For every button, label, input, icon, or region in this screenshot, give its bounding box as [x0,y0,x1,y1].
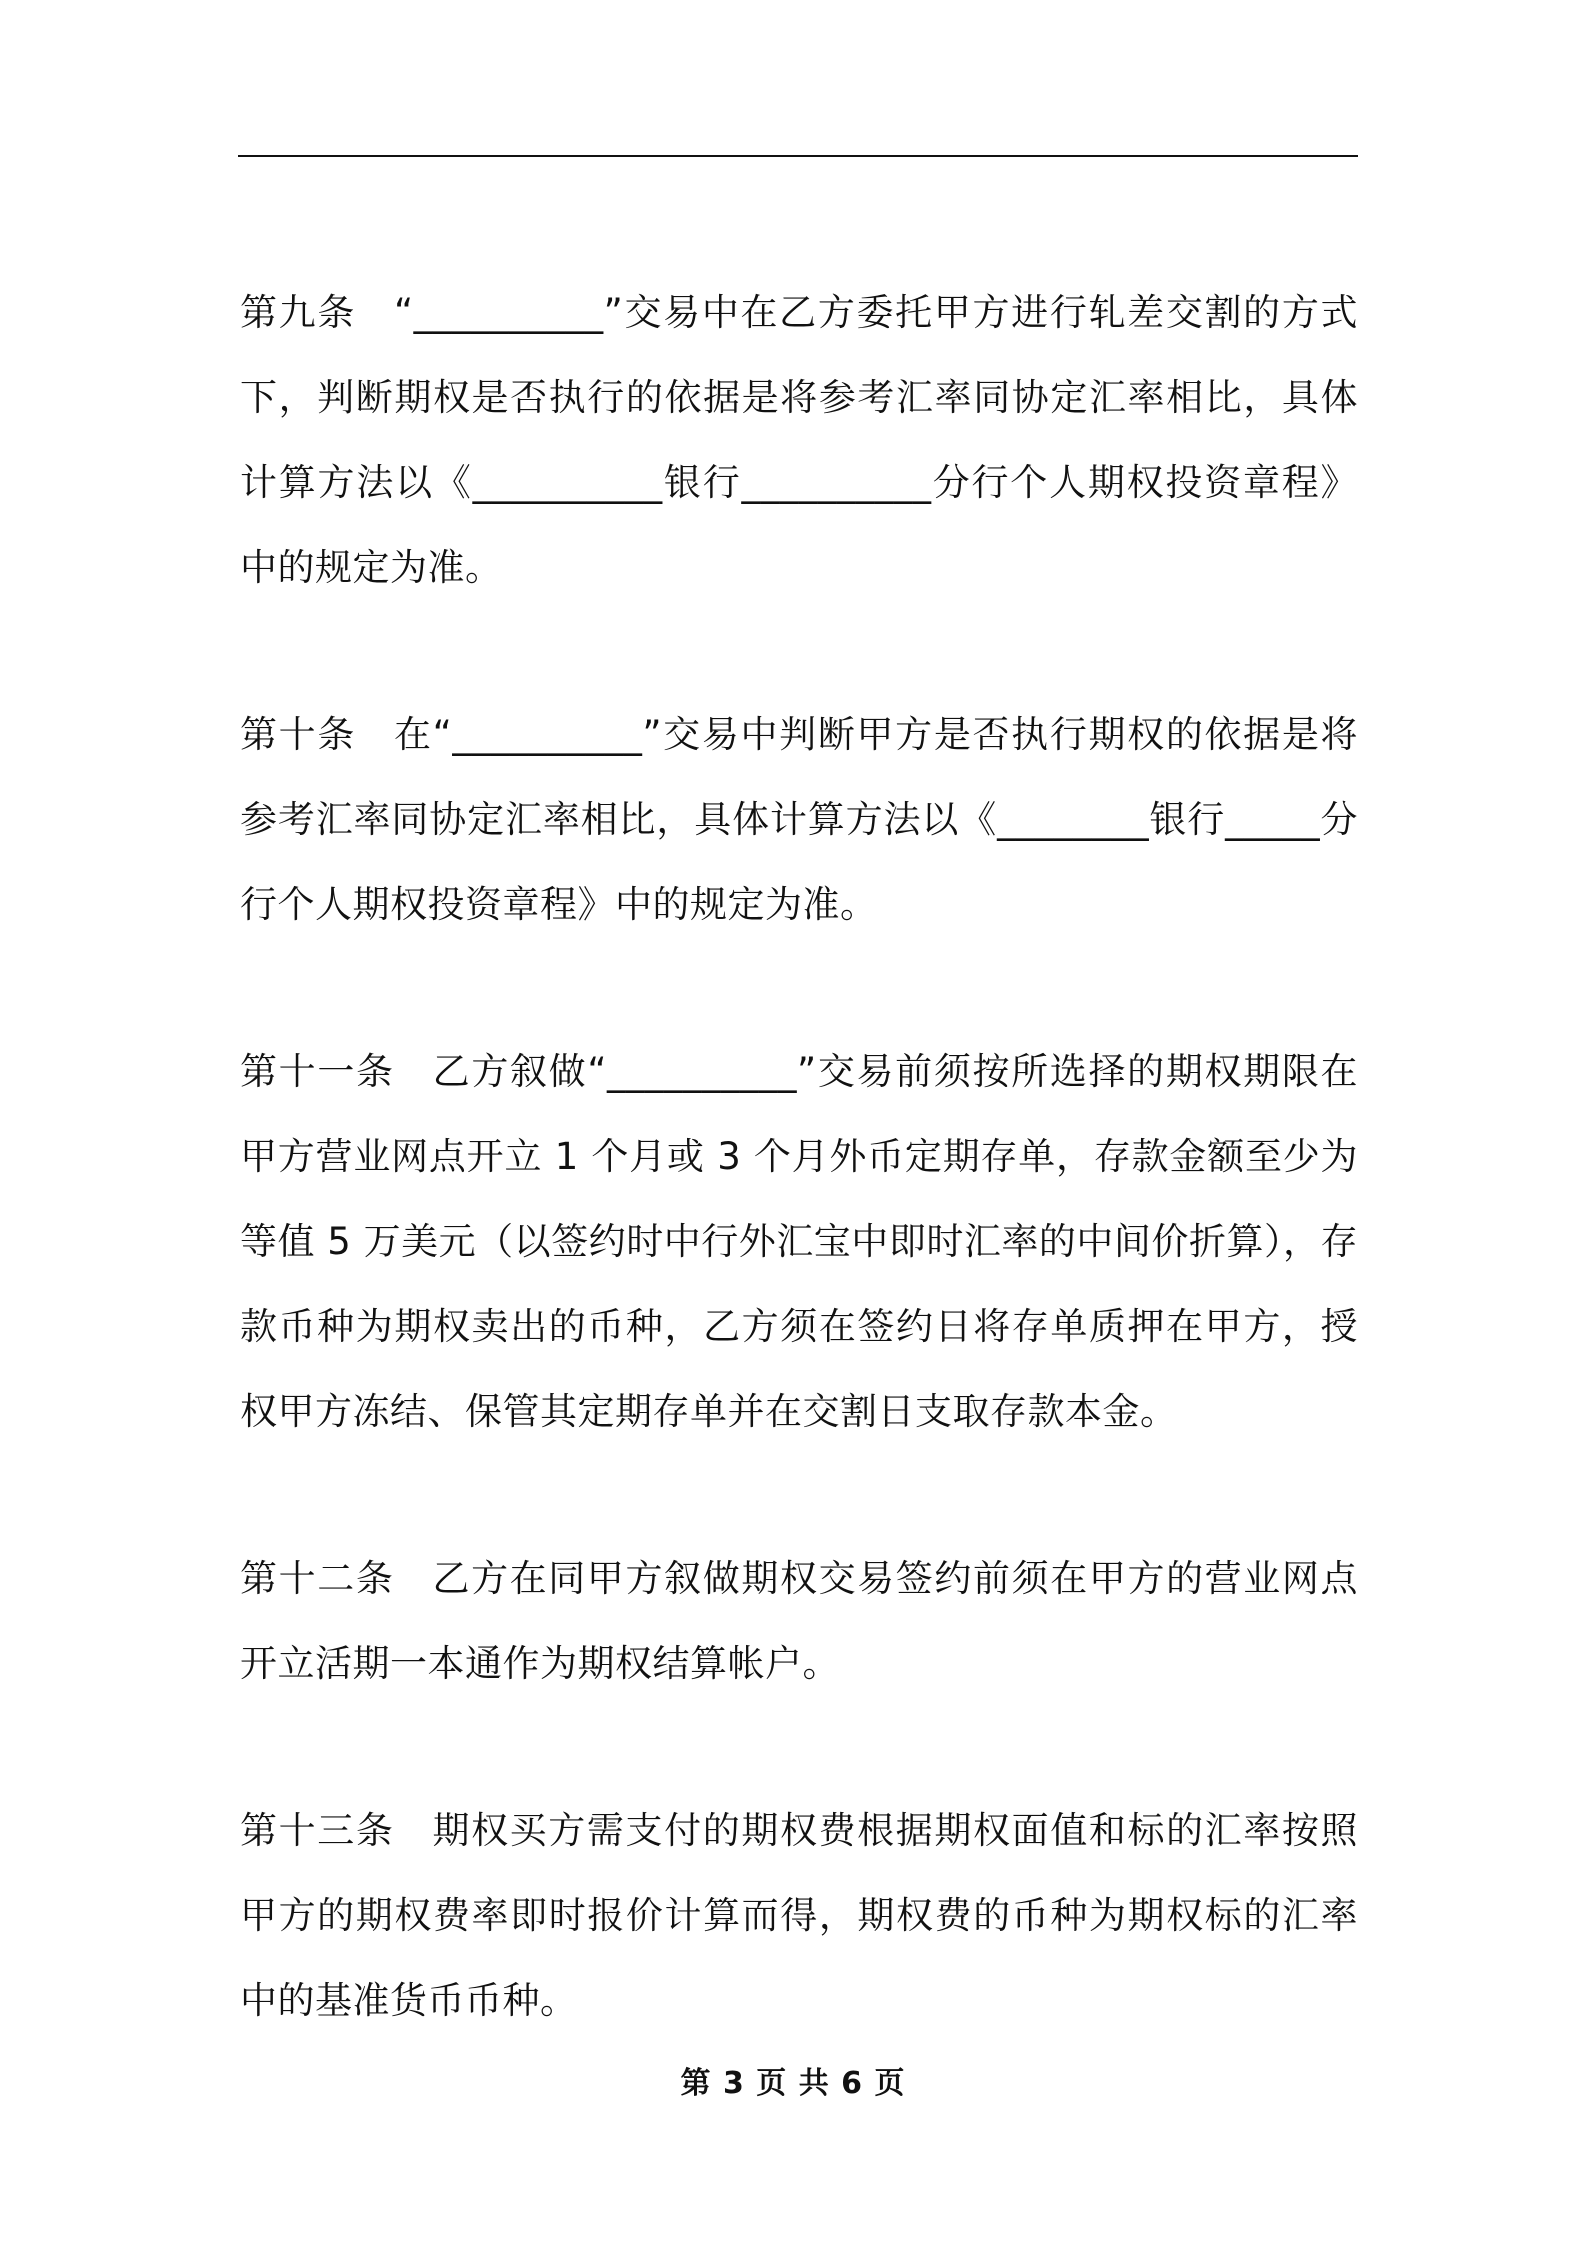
article-text: 乙方叙做“__________”交易前须按所选择的期权期限在甲方营业网点开立 1 个月或 3 个月外币定期存单，存款金额至少为等值 5 万美元（以签约时中行外汇宝中即时汇率的中间价折算），存款币种为期权卖出的币种，乙方须在签约日将存单质押在甲方，授权甲方冻结、保管其定期存单并在交割日支取存款本金。 [240,1050,1358,1433]
page-number-footer: 第 3 页 共 6 页 [680,2066,906,2101]
document-body [240,270,1358,2125]
article-9 [240,270,1358,610]
article-number: 第十三条 [240,1809,395,1852]
article-text: 期权买方需支付的期权费根据期权面值和标的汇率按照甲方的期权费率即时报价计算而得，期权费的币种为期权标的汇率中的基准货币币种。 [240,1809,1359,2022]
article-text: “__________”交易中在乙方委托甲方进行轧差交割的方式下，判断期权是否执行的依据是将参考汇率同协定汇率相比，具体计算方法以《__________银行__________分行个人期权投资章程》中的规定为准。 [240,291,1358,589]
header-rule [238,155,1358,157]
article-10 [240,692,1358,947]
article-number: 第九条 [240,291,356,334]
article-13 [240,1788,1358,2043]
article-number: 第十条 [240,713,356,756]
article-11 [240,1029,1358,1454]
article-text: 乙方在同甲方叙做期权交易签约前须在甲方的营业网点开立活期一本通作为期权结算帐户。 [240,1557,1359,1685]
article-12 [240,1536,1358,1706]
article-number: 第十一条 [240,1050,395,1093]
article-number: 第十二条 [240,1557,395,1600]
article-text: 在“__________”交易中判断甲方是否执行期权的依据是将参考汇率同协定汇率相比，具体计算方法以《________银行_____分行个人期权投资章程》中的规定为准。 [240,713,1358,926]
